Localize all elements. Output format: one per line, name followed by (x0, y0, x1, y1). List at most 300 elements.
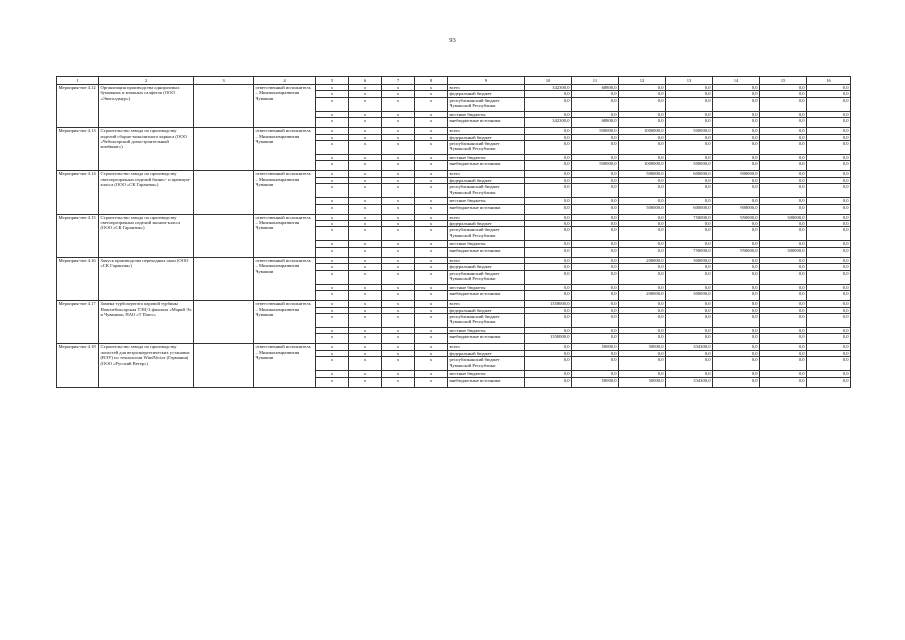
code-cell: x (382, 128, 415, 134)
col-header: 2 (99, 77, 194, 85)
code-cell: x (349, 327, 382, 333)
code-cell: x (415, 307, 448, 313)
code-cell: x (382, 357, 415, 371)
code-cell: x (316, 177, 349, 183)
amount-cell: 0,0 (619, 334, 666, 344)
amount-cell: 0,0 (713, 221, 760, 227)
code-cell: x (316, 91, 349, 97)
code-cell: x (415, 177, 448, 183)
code-cell: x (382, 350, 415, 356)
code-cell: x (349, 155, 382, 161)
amount-cell: 0,0 (713, 264, 760, 270)
amount-cell: 0,0 (525, 161, 572, 171)
code-cell: x (382, 155, 415, 161)
col-header: 5 (316, 77, 349, 85)
code-cell: x (415, 204, 448, 214)
amount-cell: 500000,0 (619, 171, 666, 177)
amount-cell: 0,0 (760, 85, 807, 91)
amount-cell: 0,0 (666, 177, 713, 183)
funding-source: всего (448, 301, 525, 307)
code-cell: x (349, 91, 382, 97)
code-cell: x (382, 371, 415, 377)
col-header: 10 (525, 77, 572, 85)
activity-name: Организация производства одноразовых бумажных и влажных салфеток (ООО «Эвоголдмур») (99, 85, 194, 128)
code-cell: x (349, 184, 382, 198)
code-cell: x (382, 221, 415, 227)
amount-cell: 0,0 (760, 118, 807, 128)
code-cell: x (349, 128, 382, 134)
col-header: 13 (666, 77, 713, 85)
code-cell: x (316, 371, 349, 377)
amount-cell: 0,0 (713, 301, 760, 307)
amount-cell: 500000,0 (572, 128, 619, 134)
code-cell: x (415, 270, 448, 284)
code-cell: x (415, 111, 448, 117)
amount-cell: 0,0 (525, 184, 572, 198)
amount-cell: 0,0 (572, 171, 619, 177)
amount-cell: 0,0 (760, 221, 807, 227)
amount-cell: 1000000,0 (619, 161, 666, 171)
activity-name: Строительство завода по производству лопастей для ветроэнергетических установок (ВЭУ) по технологии WindVector (Германия) (ООО «Русский Ветер») (99, 344, 194, 387)
amount-cell: 0,0 (666, 97, 713, 111)
amount-cell: 0,0 (525, 270, 572, 284)
code-cell: x (316, 291, 349, 301)
funding-source: внебюджетные источники (448, 247, 525, 257)
amount-cell: 0,0 (666, 334, 713, 344)
code-cell: x (316, 301, 349, 307)
amount-cell: 0,0 (807, 221, 851, 227)
code-cell: x (349, 198, 382, 204)
code-cell: x (382, 118, 415, 128)
funding-source: внебюджетные источники (448, 291, 525, 301)
amount-cell: 500000,0 (572, 161, 619, 171)
responsible-executor: ответственный исполнитель – Минэкономразвития Чувашии (254, 344, 316, 387)
amount-cell: 900000,0 (713, 204, 760, 214)
amount-cell: 0,0 (713, 270, 760, 284)
code-cell: x (382, 141, 415, 155)
code-cell: x (382, 91, 415, 97)
code-cell: x (382, 204, 415, 214)
funding-source: всего (448, 344, 525, 350)
amount-cell: 0,0 (525, 377, 572, 387)
amount-cell: 300000,0 (760, 214, 807, 220)
empty-cell (194, 214, 254, 257)
amount-cell: 0,0 (807, 291, 851, 301)
col-header: 16 (807, 77, 851, 85)
code-cell: x (415, 198, 448, 204)
amount-cell: 0,0 (525, 97, 572, 111)
code-cell: x (349, 301, 382, 307)
amount-cell: 0,0 (572, 247, 619, 257)
amount-cell: 0,0 (807, 313, 851, 327)
code-cell: x (415, 264, 448, 270)
amount-cell: 0,0 (666, 85, 713, 91)
responsible-executor: ответственный исполнитель – Минэкономразвития Чувашии (254, 257, 316, 300)
amount-cell: 300000,0 (760, 247, 807, 257)
activity-code: Мероприя-тие 4.15 (57, 214, 99, 257)
amount-cell: 0,0 (713, 327, 760, 333)
amount-cell: 0,0 (713, 85, 760, 91)
amount-cell: 0,0 (572, 184, 619, 198)
funding-source: федеральный бюджет (448, 264, 525, 270)
amount-cell: 500000,0 (619, 204, 666, 214)
amount-cell: 0,0 (713, 313, 760, 327)
funding-source: республиканский бюджет Чувашской Республики (448, 227, 525, 241)
amount-cell: 0,0 (807, 241, 851, 247)
amount-cell: 0,0 (666, 350, 713, 356)
amount-cell: 0,0 (666, 284, 713, 290)
code-cell: x (382, 241, 415, 247)
amount-cell: 0,0 (666, 227, 713, 241)
amount-cell: 68800,0 (572, 118, 619, 128)
code-cell: x (382, 111, 415, 117)
amount-cell: 600000,0 (666, 171, 713, 177)
code-cell: x (316, 313, 349, 327)
amount-cell: 50000,0 (572, 344, 619, 350)
amount-cell: 500000,0 (666, 161, 713, 171)
code-cell: x (382, 97, 415, 111)
amount-cell: 0,0 (619, 350, 666, 356)
amount-cell: 0,0 (666, 264, 713, 270)
col-header: 8 (415, 77, 448, 85)
amount-cell: 0,0 (713, 350, 760, 356)
amount-cell: 0,0 (807, 141, 851, 155)
code-cell: x (349, 291, 382, 301)
amount-cell: 0,0 (666, 327, 713, 333)
amount-cell: 0,0 (807, 155, 851, 161)
amount-cell: 0,0 (760, 307, 807, 313)
funding-source: республиканский бюджет Чувашской Республики (448, 313, 525, 327)
code-cell: x (382, 214, 415, 220)
amount-cell: 0,0 (760, 284, 807, 290)
amount-cell: 0,0 (760, 291, 807, 301)
responsible-executor: ответственный исполнитель – Минэкономразвития Чувашии (254, 214, 316, 257)
funding-source: местные бюджеты (448, 284, 525, 290)
amount-cell: 0,0 (760, 327, 807, 333)
code-cell: x (316, 128, 349, 134)
amount-cell: 0,0 (619, 264, 666, 270)
code-cell: x (316, 204, 349, 214)
activity-code: Мероприя-тие 4.16 (57, 257, 99, 300)
amount-cell: 0,0 (760, 344, 807, 350)
amount-cell: 0,0 (713, 118, 760, 128)
amount-cell: 0,0 (713, 184, 760, 198)
amount-cell: 0,0 (619, 214, 666, 220)
code-cell: x (415, 97, 448, 111)
activity-name: Запуск производства переходных окон (ООО «СК Гарантия») (99, 257, 194, 300)
code-cell: x (415, 377, 448, 387)
amount-cell: 334300,0 (666, 344, 713, 350)
amount-cell: 0,0 (619, 85, 666, 91)
amount-cell: 0,0 (525, 177, 572, 183)
col-header: 3 (194, 77, 254, 85)
amount-cell: 750000,0 (666, 247, 713, 257)
amount-cell: 0,0 (807, 284, 851, 290)
amount-cell: 0,0 (666, 155, 713, 161)
amount-cell: 0,0 (525, 111, 572, 117)
amount-cell: 0,0 (572, 221, 619, 227)
amount-cell: 0,0 (713, 227, 760, 241)
amount-cell: 342300,0 (525, 85, 572, 91)
amount-cell: 0,0 (525, 307, 572, 313)
activity-code: Мероприя-тие 4.14 (57, 171, 99, 214)
amount-cell: 0,0 (760, 171, 807, 177)
code-cell: x (415, 85, 448, 91)
amount-cell: 0,0 (666, 301, 713, 307)
amount-cell: 0,0 (760, 141, 807, 155)
amount-cell: 0,0 (760, 91, 807, 97)
amount-cell: 0,0 (525, 264, 572, 270)
amount-cell: 0,0 (525, 357, 572, 371)
amount-cell: 0,0 (572, 198, 619, 204)
empty-cell (194, 128, 254, 171)
amount-cell: 0,0 (572, 313, 619, 327)
amount-cell: 0,0 (760, 128, 807, 134)
funding-source: республиканский бюджет Чувашской Республики (448, 141, 525, 155)
amount-cell: 0,0 (619, 141, 666, 155)
code-cell: x (415, 128, 448, 134)
code-cell: x (382, 327, 415, 333)
code-cell: x (316, 111, 349, 117)
page-number: 93 (449, 37, 456, 44)
amount-cell: 0,0 (666, 313, 713, 327)
funding-source: внебюджетные источники (448, 204, 525, 214)
code-cell: x (349, 221, 382, 227)
code-cell: x (316, 134, 349, 140)
activity-code: Мероприя-тие 4.13 (57, 128, 99, 171)
code-cell: x (382, 177, 415, 183)
amount-cell: 0,0 (713, 128, 760, 134)
amount-cell: 0,0 (572, 241, 619, 247)
amount-cell: 0,0 (760, 334, 807, 344)
code-cell: x (382, 264, 415, 270)
code-cell: x (349, 241, 382, 247)
code-cell: x (382, 198, 415, 204)
code-cell: x (415, 161, 448, 171)
amount-cell: 0,0 (619, 177, 666, 183)
amount-cell: 68800,0 (572, 85, 619, 91)
responsible-executor: ответственный исполнитель – Минэкономразвития Чувашии (254, 85, 316, 128)
code-cell: x (316, 85, 349, 91)
funding-source: местные бюджеты (448, 198, 525, 204)
code-cell: x (382, 344, 415, 350)
funding-source: федеральный бюджет (448, 134, 525, 140)
amount-cell: 0,0 (807, 134, 851, 140)
amount-cell: 0,0 (666, 184, 713, 198)
amount-cell: 0,0 (572, 357, 619, 371)
activity-code: Мероприя-тие 4.17 (57, 301, 99, 344)
amount-cell: 0,0 (666, 134, 713, 140)
amount-cell: 0,0 (619, 357, 666, 371)
col-header: 11 (572, 77, 619, 85)
amount-cell: 0,0 (572, 141, 619, 155)
code-cell: x (382, 301, 415, 307)
code-cell: x (349, 204, 382, 214)
amount-cell: 300000,0 (666, 257, 713, 263)
amount-cell: 0,0 (807, 91, 851, 97)
amount-cell: 0,0 (666, 111, 713, 117)
amount-cell: 0,0 (619, 134, 666, 140)
code-cell: x (316, 227, 349, 241)
responsible-executor: ответственный исполнитель – Минэкономразвития Чувашии (254, 301, 316, 344)
amount-cell: 0,0 (666, 270, 713, 284)
amount-cell: 0,0 (807, 171, 851, 177)
code-cell: x (349, 118, 382, 128)
amount-cell: 0,0 (713, 198, 760, 204)
amount-cell: 0,0 (760, 270, 807, 284)
amount-cell: 0,0 (807, 371, 851, 377)
col-header: 4 (254, 77, 316, 85)
amount-cell: 0,0 (525, 227, 572, 241)
funding-source: внебюджетные источники (448, 334, 525, 344)
amount-cell: 0,0 (807, 204, 851, 214)
amount-cell: 0,0 (572, 91, 619, 97)
amount-cell: 0,0 (713, 97, 760, 111)
code-cell: x (316, 221, 349, 227)
code-cell: x (316, 264, 349, 270)
code-cell: x (316, 198, 349, 204)
code-cell: x (349, 377, 382, 387)
amount-cell: 0,0 (807, 247, 851, 257)
code-cell: x (349, 177, 382, 183)
budget-table (56, 76, 851, 388)
amount-cell: 0,0 (807, 97, 851, 111)
amount-cell: 950000,0 (713, 214, 760, 220)
amount-cell: 0,0 (619, 301, 666, 307)
amount-cell: 1000000,0 (619, 128, 666, 134)
amount-cell: 0,0 (760, 241, 807, 247)
activity-code: Мероприя-тие 4.12 (57, 85, 99, 128)
code-cell: x (349, 307, 382, 313)
code-cell: x (415, 141, 448, 155)
code-cell: x (382, 334, 415, 344)
code-cell: x (415, 313, 448, 327)
amount-cell: 0,0 (760, 111, 807, 117)
amount-cell: 0,0 (619, 91, 666, 97)
funding-source: внебюджетные источники (448, 161, 525, 171)
code-cell: x (415, 214, 448, 220)
code-cell: x (349, 227, 382, 241)
code-cell: x (316, 161, 349, 171)
amount-cell: 0,0 (666, 357, 713, 371)
code-cell: x (415, 134, 448, 140)
code-cell: x (349, 350, 382, 356)
code-cell: x (382, 313, 415, 327)
amount-cell: 0,0 (760, 155, 807, 161)
amount-cell: 0,0 (807, 161, 851, 171)
amount-cell: 0,0 (713, 141, 760, 155)
funding-source: внебюджетные источники (448, 377, 525, 387)
amount-cell: 0,0 (807, 214, 851, 220)
amount-cell: 0,0 (525, 221, 572, 227)
amount-cell: 0,0 (807, 118, 851, 128)
code-cell: x (415, 91, 448, 97)
amount-cell: 0,0 (760, 161, 807, 171)
funding-source: местные бюджеты (448, 327, 525, 333)
funding-source: федеральный бюджет (448, 91, 525, 97)
funding-source: местные бюджеты (448, 241, 525, 247)
funding-source: местные бюджеты (448, 155, 525, 161)
amount-cell: 0,0 (807, 85, 851, 91)
funding-source: республиканский бюджет Чувашской Республики (448, 184, 525, 198)
amount-cell: 0,0 (525, 91, 572, 97)
amount-cell: 1350000,0 (525, 334, 572, 344)
amount-cell: 0,0 (619, 327, 666, 333)
code-cell: x (415, 344, 448, 350)
code-cell: x (415, 371, 448, 377)
code-cell: x (316, 214, 349, 220)
amount-cell: 0,0 (666, 141, 713, 155)
funding-source: республиканский бюджет Чувашской Республики (448, 270, 525, 284)
amount-cell: 0,0 (572, 214, 619, 220)
amount-cell: 0,0 (525, 171, 572, 177)
activity-name: Строительство завода по производству светопрозрачных изделий эконом-класса (ООО «СК Гарантия») (99, 214, 194, 257)
amount-cell: 0,0 (807, 344, 851, 350)
amount-cell: 0,0 (572, 97, 619, 111)
code-cell: x (316, 171, 349, 177)
activity-name: Строительство завода по производству изделий сборно-монолитного каркаса (ООО «Чебоксарский домостроительный комбинат») (99, 128, 194, 171)
code-cell: x (316, 270, 349, 284)
amount-cell: 0,0 (619, 111, 666, 117)
amount-cell: 0,0 (525, 214, 572, 220)
activity-code: Мероприя-тие 4.18 (57, 344, 99, 387)
amount-cell: 750000,0 (666, 214, 713, 220)
code-cell: x (382, 377, 415, 387)
amount-cell: 0,0 (572, 334, 619, 344)
amount-cell: 334300,0 (666, 377, 713, 387)
code-cell: x (316, 334, 349, 344)
amount-cell: 0,0 (619, 221, 666, 227)
amount-cell: 0,0 (713, 377, 760, 387)
amount-cell: 1350000,0 (525, 301, 572, 307)
funding-source: местные бюджеты (448, 371, 525, 377)
amount-cell: 0,0 (525, 155, 572, 161)
column-number-row (57, 77, 851, 85)
amount-cell: 50000,0 (619, 344, 666, 350)
amount-cell: 0,0 (807, 257, 851, 263)
code-cell: x (382, 284, 415, 290)
col-header: 15 (760, 77, 807, 85)
funding-source: всего (448, 214, 525, 220)
amount-cell: 0,0 (619, 241, 666, 247)
funding-source: всего (448, 85, 525, 91)
amount-cell: 0,0 (760, 371, 807, 377)
code-cell: x (382, 184, 415, 198)
amount-cell: 950000,0 (713, 247, 760, 257)
amount-cell: 0,0 (807, 350, 851, 356)
amount-cell: 0,0 (572, 371, 619, 377)
amount-cell: 0,0 (666, 241, 713, 247)
amount-cell: 0,0 (572, 155, 619, 161)
code-cell: x (316, 377, 349, 387)
code-cell: x (382, 247, 415, 257)
amount-cell: 0,0 (760, 134, 807, 140)
amount-cell: 0,0 (760, 204, 807, 214)
amount-cell: 50000,0 (572, 377, 619, 387)
funding-source: республиканский бюджет Чувашской Республики (448, 357, 525, 371)
code-cell: x (349, 214, 382, 220)
amount-cell: 0,0 (525, 128, 572, 134)
amount-cell: 0,0 (666, 198, 713, 204)
code-cell: x (415, 327, 448, 333)
amount-cell: 0,0 (807, 264, 851, 270)
amount-cell: 342300,0 (525, 118, 572, 128)
amount-cell: 0,0 (619, 155, 666, 161)
empty-cell (194, 85, 254, 128)
amount-cell: 0,0 (525, 284, 572, 290)
amount-cell: 200000,0 (619, 257, 666, 263)
code-cell: x (415, 257, 448, 263)
